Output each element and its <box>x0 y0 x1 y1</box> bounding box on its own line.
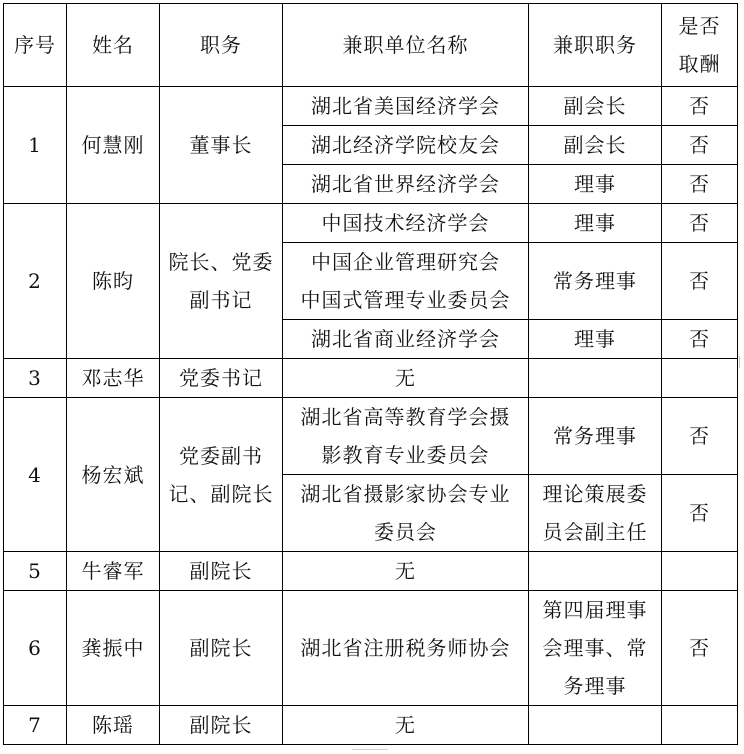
cell-org: 湖北省美国经济学会 <box>283 87 529 126</box>
cell-role-line1: 第四届理事 <box>542 598 648 622</box>
table-row <box>4 359 738 398</box>
cell-org: 湖北经济学院校友会 <box>283 126 529 165</box>
cell-role: 副会长 <box>529 87 662 126</box>
part-time-positions-table <box>3 3 738 745</box>
table-header-row <box>4 4 738 87</box>
cell-paid: 否 <box>662 243 738 320</box>
cell-org: 中国技术经济学会 <box>283 204 529 243</box>
cell-org-line2: 中国式管理专业委员会 <box>300 288 511 312</box>
cell-position-line1: 党委副书 <box>179 443 263 468</box>
table-row <box>4 552 738 591</box>
cell-role <box>529 706 662 745</box>
header-paid-line1: 是否 <box>678 14 721 38</box>
table-row <box>4 204 738 243</box>
cell-role <box>529 552 662 591</box>
cell-role: 理事 <box>529 165 662 204</box>
cell-name: 陈昀 <box>67 204 160 359</box>
cell-position: 副院长 <box>160 552 283 591</box>
cell-role: 常务理事 <box>529 243 662 320</box>
cell-role-line2: 员会副主任 <box>542 520 648 544</box>
cell-name: 何慧刚 <box>67 87 160 204</box>
table-row <box>4 591 738 706</box>
header-no: 序号 <box>4 4 67 87</box>
cell-paid: 否 <box>662 591 738 706</box>
header-org: 兼职单位名称 <box>283 4 529 87</box>
cell-role: 副会长 <box>529 126 662 165</box>
cell-no: 1 <box>4 87 67 204</box>
cell-position-line1: 院长、党委 <box>168 250 274 274</box>
cell-org <box>283 398 529 475</box>
cell-role <box>529 591 662 706</box>
cell-name: 龚振中 <box>67 591 160 706</box>
table-row <box>4 87 738 126</box>
cell-org-line1: 湖北省摄影家协会专业 <box>300 482 511 506</box>
cell-paid <box>662 359 738 398</box>
cell-no: 5 <box>4 552 67 591</box>
cell-org-line1: 中国企业管理研究会 <box>311 250 500 274</box>
cell-paid: 否 <box>662 87 738 126</box>
cell-role: 常务理事 <box>529 398 662 475</box>
cell-role-line2: 会理事、常 <box>542 636 648 660</box>
cell-org: 湖北省注册税务师协会 <box>283 591 529 706</box>
cell-org-line2: 影教育专业委员会 <box>321 443 490 467</box>
cell-paid <box>662 706 738 745</box>
cell-no: 4 <box>4 398 67 552</box>
cell-paid: 否 <box>662 320 738 359</box>
cell-org-line2: 委员会 <box>374 520 437 544</box>
cell-org: 无 <box>283 359 529 398</box>
cell-position: 副院长 <box>160 591 283 706</box>
cell-name: 陈瑶 <box>67 706 160 745</box>
header-name: 姓名 <box>67 4 160 87</box>
cell-org: 无 <box>283 552 529 591</box>
cell-role <box>529 475 662 552</box>
cell-role-line3: 务理事 <box>563 674 627 698</box>
cell-role-line1: 理论策展委 <box>542 482 648 506</box>
cell-role: 理事 <box>529 320 662 359</box>
cell-paid <box>662 552 738 591</box>
page-foot-marker <box>352 749 388 754</box>
cell-org: 无 <box>283 706 529 745</box>
cell-role: 理事 <box>529 204 662 243</box>
cell-position: 副院长 <box>160 706 283 745</box>
page-edge-marker <box>739 356 744 368</box>
cell-name: 杨宏斌 <box>67 398 160 552</box>
cell-position <box>160 398 283 552</box>
cell-paid: 否 <box>662 475 738 552</box>
cell-paid: 否 <box>662 165 738 204</box>
cell-paid: 否 <box>662 126 738 165</box>
cell-org: 湖北省商业经济学会 <box>283 320 529 359</box>
cell-org <box>283 243 529 320</box>
cell-position: 董事长 <box>160 87 283 204</box>
cell-name: 邓志华 <box>67 359 160 398</box>
header-paid <box>662 4 738 87</box>
cell-no: 3 <box>4 359 67 398</box>
cell-position: 党委书记 <box>160 359 283 398</box>
header-paid-line2: 取酬 <box>678 52 721 76</box>
cell-no: 7 <box>4 706 67 745</box>
table-row <box>4 398 738 475</box>
cell-paid: 否 <box>662 204 738 243</box>
cell-org-line1: 湖北省高等教育学会摄 <box>300 405 511 429</box>
cell-name: 牛睿军 <box>67 552 160 591</box>
header-position: 职务 <box>160 4 283 87</box>
cell-org: 湖北省世界经济学会 <box>283 165 529 204</box>
cell-position-line2: 记、副院长 <box>168 481 274 506</box>
cell-role <box>529 359 662 398</box>
cell-no: 6 <box>4 591 67 706</box>
table-row <box>4 706 738 745</box>
cell-position <box>160 204 283 359</box>
cell-org <box>283 475 529 552</box>
cell-paid: 否 <box>662 398 738 475</box>
cell-position-line2: 副书记 <box>189 288 253 312</box>
cell-no: 2 <box>4 204 67 359</box>
header-role: 兼职职务 <box>529 4 662 87</box>
